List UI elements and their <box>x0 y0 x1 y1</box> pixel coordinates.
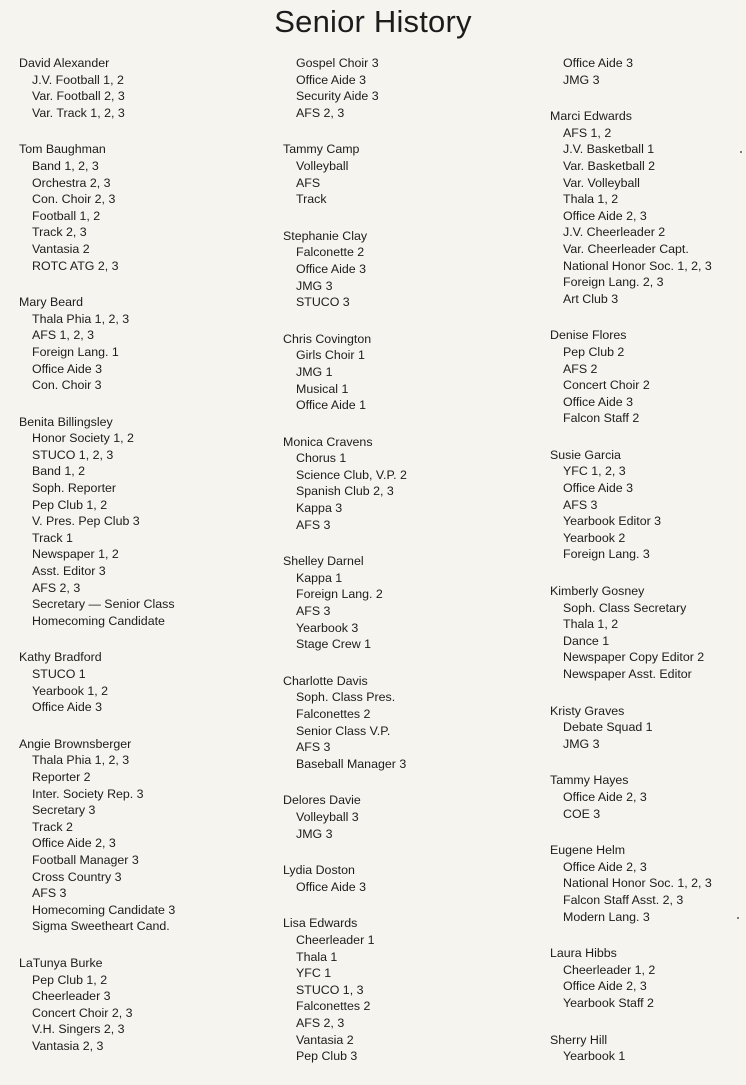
activity-item: Office Aide 3 <box>563 394 634 409</box>
activity-item: National Honor Soc. 1, 2, 3 <box>563 258 712 273</box>
activity-item: Var. Volleyball <box>563 175 640 190</box>
activity-item: STUCO 1, 3 <box>296 982 364 997</box>
activity-item: Homecoming Candidate 3 <box>32 902 176 917</box>
activity-item: Office Aide 3 <box>296 879 367 894</box>
senior-entry <box>19 414 274 630</box>
activity-item: Concert Choir 2 <box>563 378 650 393</box>
activity-item: Soph. Reporter <box>32 481 117 496</box>
activity-item: AFS 1, 2 <box>563 125 612 140</box>
activity-item: Musical 1 <box>296 381 349 396</box>
activity-item: ROTC ATG 2, 3 <box>32 258 119 273</box>
activity-item: Volleyball <box>296 158 349 173</box>
activity-item: Cheerleader 1 <box>296 932 375 947</box>
activity-item: Office Aide 2, 3 <box>563 859 647 874</box>
activity-item: Band 1, 2 <box>32 464 86 479</box>
senior-name: Angie Brownsberger <box>19 736 132 751</box>
activity-item: STUCO 1, 2, 3 <box>32 447 114 462</box>
activity-item: Var. Basketball 2 <box>563 158 656 173</box>
activity-item: Office Aide 1 <box>296 398 367 413</box>
activity-item: Vantasia 2 <box>32 241 90 256</box>
activity-item: Secretary — Senior Class <box>32 597 175 612</box>
activity-item: Soph. Class Secretary <box>563 600 687 615</box>
senior-entry <box>19 141 274 274</box>
senior-entry <box>550 583 740 683</box>
activity-item: AFS 3 <box>563 497 598 512</box>
senior-entry <box>283 792 543 842</box>
senior-name: Denise Flores <box>550 328 627 343</box>
senior-entry <box>19 736 274 935</box>
activity-item: Gospel Choir 3 <box>296 56 379 70</box>
senior-name: Eugene Helm <box>550 843 626 858</box>
activity-item: Baseball Manager 3 <box>296 756 407 771</box>
activity-item: JMG 3 <box>563 72 600 87</box>
activity-item: Art Club 3 <box>563 291 619 306</box>
activity-item: AFS 3 <box>32 886 67 901</box>
activity-item: Yearbook 1, 2 <box>32 683 109 698</box>
activity-item: Office Aide 2, 3 <box>32 836 116 851</box>
activity-item: Office Aide 3 <box>563 481 634 496</box>
activity-item: COE 3 <box>563 806 601 821</box>
activity-item: Science Club, V.P. 2 <box>296 467 407 482</box>
senior-name: LaTunya Burke <box>19 955 103 970</box>
activity-item: Senior Class V.P. <box>296 723 391 738</box>
senior-name: Tammy Hayes <box>550 773 629 788</box>
activity-item: AFS 3 <box>296 740 331 755</box>
activity-item: Spanish Club 2, 3 <box>296 484 394 499</box>
activity-item: Var. Cheerleader Capt. <box>563 241 689 256</box>
activity-item: National Honor Soc. 1, 2, 3 <box>563 876 712 891</box>
activity-item: Office Aide 3 <box>563 56 634 70</box>
activity-item: Falcon Staff Asst. 2, 3 <box>563 892 684 907</box>
activity-item: Newspaper 1, 2 <box>32 547 119 562</box>
senior-name: Chris Covington <box>283 331 372 346</box>
activity-item: Newspaper Asst. Editor <box>563 667 692 681</box>
senior-entry <box>19 955 274 1055</box>
senior-entry <box>19 55 274 121</box>
activity-item: Yearbook 2 <box>563 530 626 545</box>
activity-item: Security Aide 3 <box>296 89 379 104</box>
activity-item: Yearbook Editor 3 <box>563 514 662 529</box>
activity-item: Thala 1 <box>296 949 338 964</box>
activity-item: Office Aide 3 <box>32 361 103 376</box>
activity-item: Chorus 1 <box>296 451 347 466</box>
senior-name: Charlotte Davis <box>283 673 368 688</box>
activity-item: Kappa 1 <box>296 570 343 585</box>
senior-name: Delores Davie <box>283 793 361 808</box>
senior-name: David Alexander <box>19 56 110 70</box>
activity-item: J.V. Football 1, 2 <box>32 72 124 87</box>
activity-item: Cheerleader 1, 2 <box>563 962 656 977</box>
activity-item: Pep Club 3 <box>296 1049 358 1064</box>
activity-item: AFS 2 <box>563 361 598 376</box>
senior-entry <box>550 1032 740 1065</box>
activity-item: JMG 3 <box>296 278 333 293</box>
activity-item: AFS 3 <box>296 604 331 619</box>
activity-item: Kappa 3 <box>296 501 343 516</box>
activity-item: Office Aide 3 <box>296 261 367 276</box>
senior-entry <box>283 228 543 311</box>
activity-item: Asst. Editor 3 <box>32 564 106 579</box>
senior-name: Shelley Darnel <box>283 554 364 569</box>
senior-entry <box>19 294 274 394</box>
activity-item: Var. Track 1, 2, 3 <box>32 105 125 120</box>
activity-item: Foreign Lang. 2 <box>296 587 383 602</box>
senior-name: Susie Garcia <box>550 447 621 462</box>
activity-item: Honor Society 1, 2 <box>32 431 134 446</box>
activity-item: Inter. Society Rep. 3 <box>32 786 144 801</box>
activity-item: Office Aide 3 <box>296 72 367 87</box>
activity-item: Cross Country 3 <box>32 869 122 884</box>
column-1 <box>19 55 274 1074</box>
activity-item: AFS 1, 2, 3 <box>32 328 94 343</box>
activity-item: J.V. Basketball 1 <box>563 142 655 157</box>
senior-entry <box>550 447 740 563</box>
senior-entry <box>550 108 740 307</box>
activity-item: Newspaper Copy Editor 2 <box>563 650 705 665</box>
activity-item: Foreign Lang. 3 <box>563 547 650 562</box>
activity-item: Yearbook Staff 2 <box>563 995 654 1010</box>
activity-item: Falcon Staff 2 <box>563 411 640 426</box>
activity-item: Falconettes 2 <box>296 999 371 1014</box>
senior-name: Sherry Hill <box>550 1032 608 1047</box>
activity-item: Modern Lang. 3 <box>563 909 650 924</box>
activity-item: V.H. Singers 2, 3 <box>32 1022 125 1037</box>
activity-item: Var. Football 2, 3 <box>32 89 125 104</box>
senior-entry <box>550 327 740 427</box>
senior-name: Laura Hibbs <box>550 946 617 961</box>
activity-item: Office Aide 2, 3 <box>563 789 647 804</box>
column-2 <box>283 55 543 1085</box>
activity-item: Falconettes 2 <box>296 707 371 721</box>
senior-entry <box>550 703 740 753</box>
activity-item: Office Aide 2, 3 <box>563 979 647 994</box>
senior-name: Tom Baughman <box>19 142 106 157</box>
activity-item: STUCO 1 <box>32 667 86 681</box>
senior-name: Marci Edwards <box>550 109 632 124</box>
activity-item: AFS <box>296 175 321 190</box>
senior-name: Lisa Edwards <box>283 916 358 931</box>
activity-item: Yearbook 3 <box>296 620 359 635</box>
activity-item: JMG 3 <box>296 826 333 841</box>
senior-name: Tammy Camp <box>283 142 360 157</box>
activity-item: Sigma Sweetheart Cand. <box>32 919 170 934</box>
activity-item: Homecoming Candidate <box>32 613 165 628</box>
activity-item: Office Aide 3 <box>32 700 103 715</box>
activity-item: Track <box>296 192 327 207</box>
activity-item: Cheerleader 3 <box>32 989 111 1004</box>
senior-entry <box>283 434 543 534</box>
activity-item: Falconette 2 <box>296 245 365 260</box>
activity-item: Track 2, 3 <box>32 225 87 240</box>
senior-entry <box>550 945 740 1011</box>
senior-entry <box>283 331 543 414</box>
activity-item: Orchestra 2, 3 <box>32 175 111 190</box>
activity-item: JMG 3 <box>563 736 600 751</box>
activity-item: Thala 1, 2 <box>563 192 619 207</box>
senior-name: Mary Beard <box>19 295 84 310</box>
column-3 <box>550 55 740 1085</box>
activity-item: Band 1, 2, 3 <box>32 158 99 173</box>
activity-item: YFC 1 <box>296 966 332 981</box>
activity-item: Dance 1 <box>563 633 610 648</box>
paper-speck <box>740 151 742 153</box>
paper-speck <box>737 917 739 919</box>
senior-name: Lydia Doston <box>283 863 355 878</box>
senior-name: Kathy Bradford <box>19 650 102 665</box>
activity-item: Con. Choir 2, 3 <box>32 192 116 207</box>
activity-item: AFS 2, 3 <box>296 1015 345 1030</box>
senior-entry <box>283 915 543 1064</box>
senior-entry <box>283 673 543 773</box>
activity-item: Football Manager 3 <box>32 852 139 867</box>
activity-item: AFS 2, 3 <box>296 105 345 120</box>
activity-item: Pep Club 1, 2 <box>32 497 108 512</box>
senior-entry <box>550 55 740 88</box>
activity-item: Pep Club 1, 2 <box>32 972 108 987</box>
activity-item: Foreign Lang. 2, 3 <box>563 275 664 290</box>
activity-item: Soph. Class Pres. <box>296 690 396 705</box>
senior-entry <box>283 553 543 653</box>
activity-item: Thala 1, 2 <box>563 617 619 632</box>
page-title: Senior History <box>274 4 472 39</box>
activity-item: Track 1 <box>32 530 73 545</box>
activity-item: Vantasia 2, 3 <box>32 1038 104 1053</box>
activity-item: Yearbook 1 <box>563 1049 626 1064</box>
activity-item: Pep Club 2 <box>563 344 625 359</box>
activity-item: AFS 3 <box>296 517 331 532</box>
activity-item: Volleyball 3 <box>296 809 359 824</box>
activity-item: AFS 2, 3 <box>32 580 81 595</box>
activity-item: Reporter 2 <box>32 769 91 784</box>
activity-item: Thala Phia 1, 2, 3 <box>32 311 130 326</box>
senior-entry <box>550 772 740 822</box>
senior-entry <box>19 649 274 715</box>
senior-entry <box>283 141 543 207</box>
senior-name: Kimberly Gosney <box>550 584 645 599</box>
activity-item: Stage Crew 1 <box>296 637 372 652</box>
activity-item: Office Aide 2, 3 <box>563 208 647 223</box>
activity-item: STUCO 3 <box>296 295 350 310</box>
senior-entry <box>283 55 543 121</box>
activity-item: Track 2 <box>32 819 73 834</box>
activity-item: Concert Choir 2, 3 <box>32 1005 133 1020</box>
activity-item: Debate Squad 1 <box>563 720 653 735</box>
senior-name: Monica Cravens <box>283 434 373 449</box>
activity-item: Thala Phia 1, 2, 3 <box>32 753 130 768</box>
activity-item: JMG 1 <box>296 364 333 379</box>
senior-name: Benita Billingsley <box>19 414 113 429</box>
activity-item: Secretary 3 <box>32 803 96 818</box>
activity-item: Foreign Lang. 1 <box>32 344 119 359</box>
activity-item: YFC 1, 2, 3 <box>563 464 626 479</box>
activity-item: Girls Choir 1 <box>296 348 365 363</box>
activity-item: J.V. Cheerleader 2 <box>563 225 666 240</box>
activity-item: Con. Choir 3 <box>32 378 102 393</box>
senior-entry <box>550 842 740 925</box>
senior-name: Kristy Graves <box>550 703 625 718</box>
activity-item: Vantasia 2 <box>296 1032 354 1047</box>
activity-item: Football 1, 2 <box>32 208 101 223</box>
activity-item: V. Pres. Pep Club 3 <box>32 514 140 529</box>
senior-entry <box>283 862 543 895</box>
senior-name: Stephanie Clay <box>283 228 368 243</box>
